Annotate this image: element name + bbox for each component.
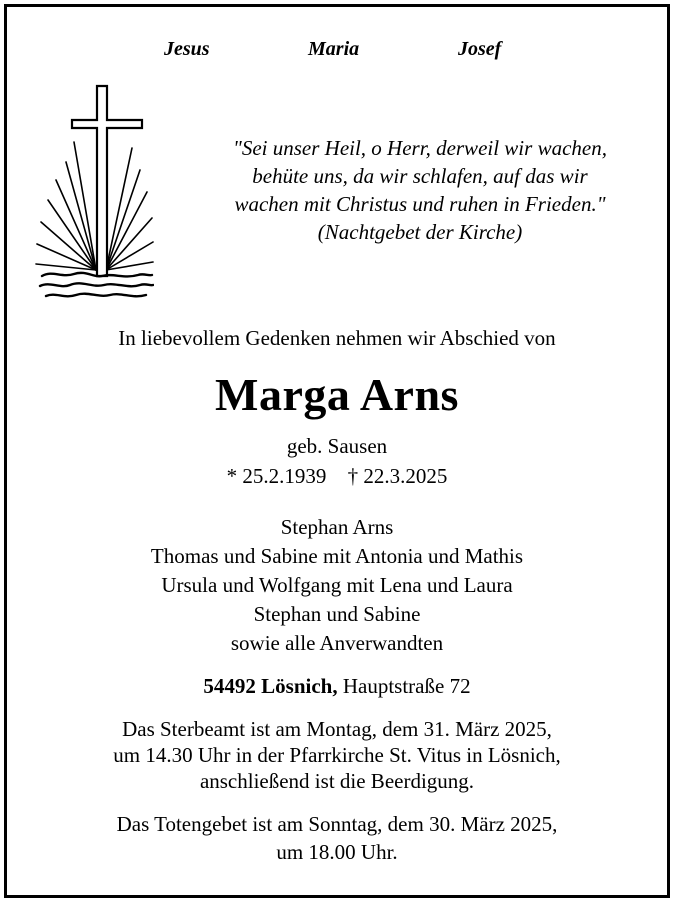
rosary-info xyxy=(0,810,674,866)
mourner-line: Stephan und Sabine xyxy=(253,602,421,626)
mourner-line: Thomas und Sabine mit Antonia und Mathis xyxy=(150,544,524,568)
address xyxy=(0,674,674,699)
cross-with-rays-and-waves-icon xyxy=(34,80,154,308)
header-name-josef: Josef xyxy=(458,38,502,60)
mourners-list xyxy=(0,513,674,658)
maiden-name: geb. Sausen xyxy=(286,434,388,458)
death-date: † 22.3.2025 xyxy=(347,464,448,488)
deceased-name: Marga Arns xyxy=(215,369,459,420)
service-line: anschließend ist die Beerdigung. xyxy=(199,769,475,793)
service-line: Das Sterbeamt ist am Montag, dem 31. März 2025, xyxy=(122,717,552,741)
quote-line: "Sei unser Heil, o Herr, derweil wir wachen, xyxy=(233,136,607,160)
funeral-service-info xyxy=(0,716,674,794)
header-name-maria: Maria xyxy=(308,38,360,60)
mourner-line: Ursula und Wolfgang mit Lena und Laura xyxy=(161,573,513,597)
rosary-line: um 18.00 Uhr. xyxy=(276,840,398,864)
header-name-jesus: Jesus xyxy=(164,38,210,60)
mourner-line: sowie alle Anverwandten xyxy=(230,631,444,655)
address-city: 54492 Lösnich, xyxy=(203,674,338,698)
birth-date: * 25.2.1939 xyxy=(226,464,327,488)
header-holy-family xyxy=(0,38,674,66)
life-dates xyxy=(0,464,674,489)
service-line: um 14.30 Uhr in der Pfarrkirche St. Vitus in Lösnich, xyxy=(113,743,561,767)
quote-line: wachen mit Christus und ruhen in Frieden." xyxy=(234,192,606,216)
intro-text: In liebevollem Gedenken nehmen wir Abschied von xyxy=(118,326,556,350)
mourner-line: Stephan Arns xyxy=(280,515,394,539)
quote-line: behüte uns, da wir schlafen, auf das wir xyxy=(252,164,588,188)
rosary-line: Das Totengebet ist am Sonntag, dem 30. März 2025, xyxy=(116,812,558,836)
prayer-quote xyxy=(196,134,644,246)
address-street: Hauptstraße 72 xyxy=(342,674,471,698)
quote-source: (Nachtgebet der Kirche) xyxy=(317,220,523,244)
